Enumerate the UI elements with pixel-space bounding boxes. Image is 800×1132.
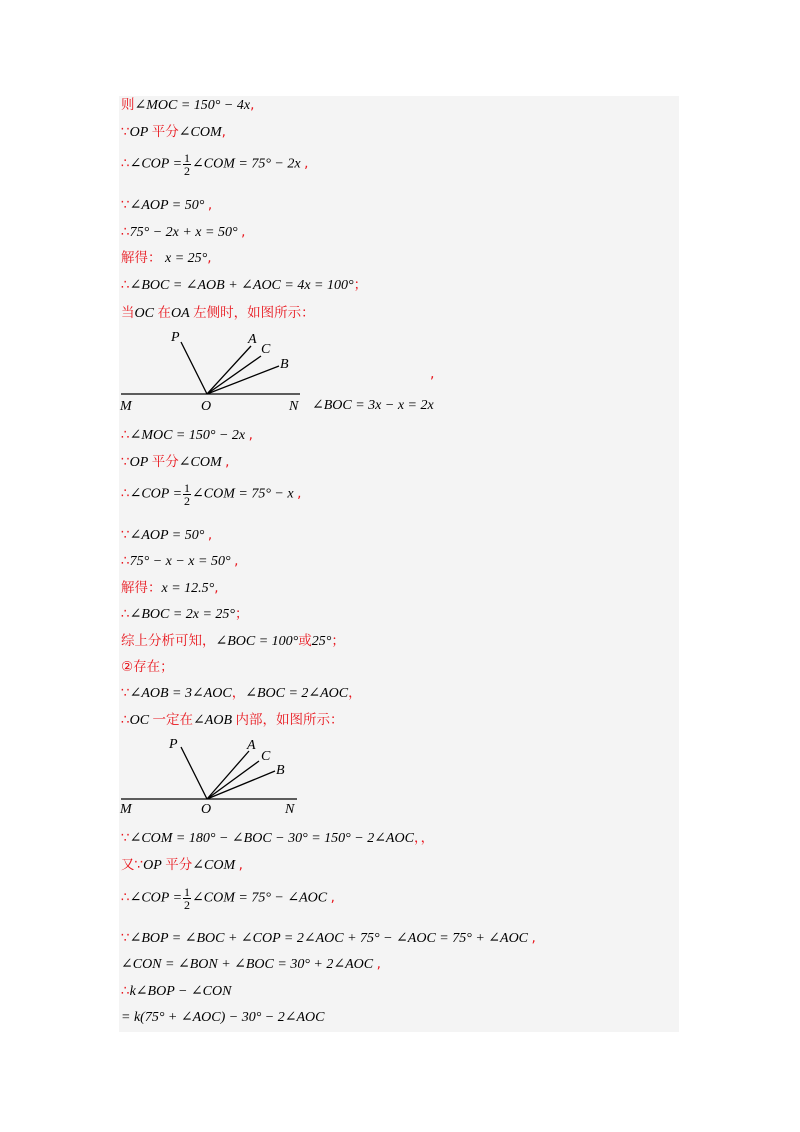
therefore-symbol: ∴ — [121, 889, 130, 906]
line-14 — [121, 580, 219, 597]
label-m: M — [120, 399, 132, 414]
denominator: 2 — [184, 898, 191, 912]
therefore-symbol: ∴ — [121, 553, 130, 569]
math: ∠COM = 180° − ∠BOC − 30° = 150° − 2∠AOC — [129, 831, 414, 846]
math: 75° − x − x = 50° — [129, 554, 231, 569]
math: ∠MOC = 150° − 2x — [129, 428, 246, 443]
ray-oa — [207, 346, 251, 394]
punct: ； — [353, 277, 368, 293]
fraction — [183, 482, 191, 507]
label-a: A — [248, 332, 257, 347]
punct: , — [221, 124, 226, 140]
math: 75° − 2x + x = 50° — [129, 225, 238, 240]
ray-oc — [207, 761, 259, 799]
because-symbol: ∵ — [121, 930, 130, 946]
ray-ob — [207, 366, 279, 394]
math: ∠BOC = 2x = 25° — [129, 607, 236, 622]
text: 平分 — [151, 454, 179, 470]
therefore-symbol: ∴ — [121, 224, 130, 240]
label-c: C — [261, 342, 271, 357]
label-n: N — [289, 399, 299, 414]
math: ∠AOB — [193, 713, 232, 728]
text: ②存在； — [121, 659, 174, 675]
math: ∠BOC = 2∠AOC — [245, 686, 349, 701]
punct: , — [330, 889, 335, 906]
line-13 — [121, 553, 238, 570]
line-9 — [121, 427, 253, 444]
punct: ，， — [413, 830, 435, 846]
punct: , — [297, 485, 302, 502]
text: 解得： — [121, 580, 162, 596]
math: x = 12.5° — [161, 581, 215, 596]
line-20 — [121, 830, 434, 847]
math: ∠BOC = 100° — [215, 634, 299, 649]
math: x = 25° — [165, 251, 208, 266]
therefore-symbol: ∴ — [121, 485, 130, 502]
punct: , — [250, 97, 255, 113]
line-17 — [121, 659, 174, 676]
text: 左侧时，如图所示： — [193, 305, 315, 321]
therefore-symbol: ∴ — [121, 712, 130, 728]
math: OC — [129, 713, 150, 728]
line-6 — [121, 250, 212, 267]
line-18 — [121, 685, 362, 702]
punct: ； — [235, 606, 249, 622]
math: ∠BOP = ∠BOC + ∠COP = 2∠AOC + 75° − ∠AOC = 75° + ∠AOC — [129, 931, 529, 946]
line-22 — [121, 886, 335, 911]
line-3 — [121, 152, 308, 177]
punct: , — [376, 956, 381, 972]
therefore-symbol: ∴ — [121, 277, 130, 293]
therefore-symbol: ∴ — [121, 155, 130, 172]
therefore-symbol: ∴ — [121, 427, 130, 443]
math: ∠AOB = 3∠AOC — [129, 686, 232, 701]
text: 或 — [298, 633, 312, 649]
fraction — [183, 886, 191, 911]
line-21 — [121, 857, 243, 874]
line-12 — [121, 527, 212, 544]
math: ∠AOP = 50° — [129, 528, 205, 543]
math: ∠CON = ∠BON + ∠BOC = 30° + 2∠AOC — [121, 957, 374, 972]
label-b: B — [280, 357, 289, 372]
line-26 — [121, 1010, 325, 1026]
label-o: O — [201, 802, 212, 817]
ray-ob — [207, 771, 275, 799]
punct: , — [531, 930, 536, 946]
line-2 — [121, 124, 226, 141]
punct: , — [241, 224, 246, 240]
math: OP — [129, 125, 149, 140]
math: OP — [129, 455, 149, 470]
math: 25° — [311, 634, 332, 649]
math: ∠COM — [192, 858, 236, 873]
line-4 — [121, 197, 212, 214]
line-8 — [121, 305, 315, 322]
because-symbol: ∵ — [121, 454, 130, 470]
text: 当 — [121, 305, 135, 321]
because-symbol: ∵ — [121, 527, 130, 543]
therefore-symbol: ∴ — [121, 983, 130, 999]
therefore-symbol: ∴ — [121, 606, 130, 622]
line-5 — [121, 224, 245, 241]
because-symbol: ∵ — [121, 124, 130, 140]
numerator: 1 — [184, 151, 191, 165]
figure-1-comma: , — [430, 366, 435, 382]
math: ∠COP = — [129, 156, 183, 172]
line-16 — [121, 633, 345, 650]
punct: ， — [231, 685, 246, 701]
figure-1-caption: ∠BOC = 3x − x = 2x — [312, 398, 434, 413]
line-25 — [121, 983, 231, 1000]
label-a: A — [247, 738, 256, 753]
text: 内部，如图所示： — [235, 712, 344, 728]
line-23 — [121, 930, 536, 947]
math: ∠COP = — [129, 486, 183, 502]
figure-2 — [119, 733, 319, 823]
text: 又∵ — [121, 857, 144, 873]
because-symbol: ∵ — [121, 685, 130, 701]
text: ； — [331, 633, 345, 649]
denominator: 2 — [184, 494, 191, 508]
fraction — [183, 152, 191, 177]
text: 解得： — [121, 250, 162, 266]
math: OC — [134, 306, 154, 321]
label-c: C — [261, 749, 271, 764]
math: ∠COM — [178, 125, 222, 140]
punct: , — [248, 427, 253, 443]
numerator: 1 — [184, 481, 191, 495]
line-15 — [121, 606, 249, 623]
punct: , — [207, 250, 212, 266]
because-symbol: ∵ — [121, 197, 130, 213]
math: ∠AOP = 50° — [129, 198, 205, 213]
label-m: M — [120, 802, 132, 817]
math: = k(75° + ∠AOC) − 30° − 2∠AOC — [121, 1010, 325, 1025]
ray-oc — [207, 356, 261, 394]
punct: , — [234, 553, 239, 569]
text: 综上分析可知， — [121, 633, 216, 649]
label-n: N — [285, 802, 295, 817]
text: 则 — [121, 97, 135, 113]
punct: , — [225, 454, 230, 470]
math: ∠COM — [178, 455, 222, 470]
punct: , — [214, 580, 219, 596]
math: ∠BOC = ∠AOB + ∠AOC = 4x = 100° — [129, 278, 354, 293]
ray-oa — [207, 751, 249, 799]
line-10 — [121, 454, 229, 471]
math: ∠COM = 75° − x — [192, 486, 294, 502]
math: OP — [143, 858, 162, 873]
text: 一定在 — [152, 712, 194, 728]
punct: , — [238, 857, 243, 873]
ray-op — [181, 342, 207, 394]
math: OA — [170, 306, 190, 321]
line-11 — [121, 482, 301, 507]
label-b: B — [276, 763, 285, 778]
math: ∠COP = — [129, 890, 183, 906]
numerator: 1 — [184, 885, 191, 899]
label-p: P — [171, 330, 180, 345]
punct: , — [207, 197, 213, 213]
math: ∠MOC = 150° − 4x — [134, 98, 251, 113]
math: ∠COM = 75° − ∠AOC — [192, 890, 328, 906]
text: 平分 — [165, 857, 193, 873]
punct: ， — [348, 685, 362, 701]
text: 平分 — [151, 124, 179, 140]
text: 在 — [157, 305, 171, 321]
because-symbol: ∵ — [121, 830, 130, 846]
line-7 — [121, 277, 367, 294]
figure-1 — [119, 326, 319, 416]
label-o: O — [201, 399, 212, 414]
math: k∠BOP − ∠CON — [129, 984, 232, 999]
line-1 — [121, 97, 254, 114]
label-p: P — [169, 737, 178, 752]
line-24 — [121, 956, 381, 973]
denominator: 2 — [184, 164, 191, 178]
math: ∠COM = 75° − 2x — [192, 156, 301, 172]
punct: , — [207, 527, 213, 543]
ray-op — [181, 747, 207, 799]
line-19 — [121, 712, 344, 729]
punct: , — [304, 155, 309, 172]
